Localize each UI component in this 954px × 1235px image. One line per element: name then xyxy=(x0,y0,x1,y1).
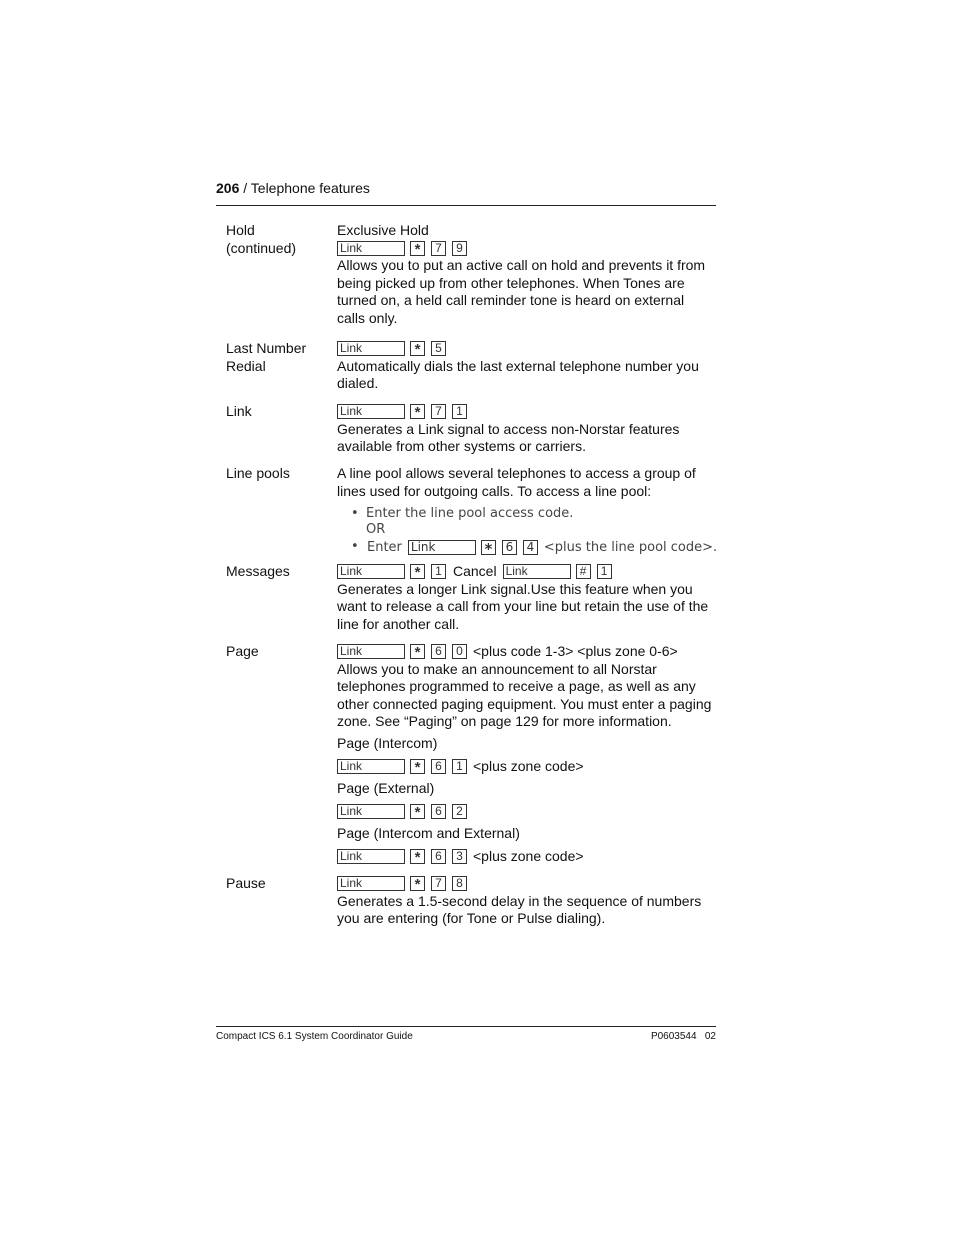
pound-key: # xyxy=(576,564,591,579)
star-key: * xyxy=(410,341,425,356)
digit-key: 4 xyxy=(523,540,538,555)
row-label: Line pools xyxy=(226,465,290,481)
row-label: Messages xyxy=(226,563,290,579)
row-label: Pause xyxy=(226,875,266,891)
bullet-item xyxy=(337,539,718,559)
row-description: Allows you to put an active call on hold and prevents it from being picked up from other telephones. When Tones are turned on, a held call reminder tone is heard on external calls only. xyxy=(337,257,706,326)
link-key: Link xyxy=(408,540,476,555)
star-key: * xyxy=(410,564,425,579)
key-sequence xyxy=(337,563,712,581)
digit-key: 8 xyxy=(452,876,467,891)
row-label: Page xyxy=(226,643,259,659)
footer-rule xyxy=(216,1026,716,1027)
digit-key: 2 xyxy=(452,804,467,819)
bullet-prefix: Enter xyxy=(367,539,402,555)
digit-key: 3 xyxy=(452,849,467,864)
key-sequence xyxy=(337,803,712,821)
digit-key: 1 xyxy=(452,404,467,419)
link-key: Link xyxy=(503,564,571,579)
bullet-suffix: <plus the line pool code>. xyxy=(543,539,718,555)
digit-key: 7 xyxy=(431,876,446,891)
footer-document-number: P0603544 02 xyxy=(650,1031,716,1042)
page-external-label: Page (External) xyxy=(337,779,435,796)
link-key: Link xyxy=(337,404,405,419)
page-number: 206 xyxy=(216,180,240,196)
digit-key: 7 xyxy=(431,404,446,419)
digit-key: 6 xyxy=(431,804,446,819)
link-key: Link xyxy=(337,849,405,864)
page-intercom-label: Page (Intercom) xyxy=(337,734,438,751)
link-key: Link xyxy=(337,804,405,819)
link-key: Link xyxy=(337,241,405,256)
digit-key: 5 xyxy=(431,341,446,356)
row-description: Generates a Link signal to access non-Norstar features available from other systems or carriers. xyxy=(337,420,680,454)
key-suffix: <plus zone code> xyxy=(473,848,584,864)
row-subtitle: Exclusive Hold xyxy=(337,222,429,238)
digit-key: 1 xyxy=(431,564,446,579)
key-suffix: <plus code 1-3> <plus zone 0-6> xyxy=(473,643,678,659)
row-description: A line pool allows several telephones to access a group of lines used for outgoing calls. To access a line pool: xyxy=(337,465,696,499)
row-label: Last Number Redial xyxy=(226,340,307,374)
cancel-text: Cancel xyxy=(453,563,497,579)
digit-key: 6 xyxy=(431,759,446,774)
bullet-list xyxy=(337,506,718,559)
digit-key: 1 xyxy=(452,759,467,774)
row-description: Generates a 1.5-second delay in the sequence of numbers you are entering (for Tone or Pulse dialing). xyxy=(337,892,702,926)
star-key: * xyxy=(481,540,496,555)
key-sequence xyxy=(337,403,712,421)
footer-guide-title: Compact ICS 6.1 System Coordinator Guide xyxy=(216,1031,413,1042)
star-key: * xyxy=(410,404,425,419)
page-both-label: Page (Intercom and External) xyxy=(337,824,520,841)
star-key: * xyxy=(410,759,425,774)
row-label: Link xyxy=(226,403,252,419)
key-sequence xyxy=(337,875,712,893)
star-key: * xyxy=(410,644,425,659)
key-sequence xyxy=(337,758,712,776)
row-description: Allows you to make an announcement to all Norstar telephones programmed to receive a page, as well as any other connected paging equipment. You must enter a paging zone. See “Paging” on page 129 for more information. xyxy=(337,660,712,729)
digit-key: 1 xyxy=(597,564,612,579)
key-sequence xyxy=(337,643,712,661)
section-title: / Telephone features xyxy=(243,180,370,196)
key-suffix: <plus zone code> xyxy=(473,758,584,774)
bullet-text: Enter the line pool access code. xyxy=(366,506,574,521)
row-description: Automatically dials the last external telephone number you dialed. xyxy=(337,357,699,391)
digit-key: 6 xyxy=(431,849,446,864)
bullet-item xyxy=(337,506,712,522)
star-key: * xyxy=(410,876,425,891)
header-rule xyxy=(216,205,716,206)
link-key: Link xyxy=(337,876,405,891)
key-sequence xyxy=(337,340,712,358)
digit-key: 9 xyxy=(452,241,467,256)
digit-key: 7 xyxy=(431,241,446,256)
digit-key: 6 xyxy=(502,540,517,555)
key-sequence xyxy=(337,848,712,866)
star-key: * xyxy=(410,241,425,256)
digit-key: 6 xyxy=(431,644,446,659)
link-key: Link xyxy=(337,644,405,659)
bullet-dot: • xyxy=(351,539,359,554)
bullet-dot: • xyxy=(351,506,359,521)
digit-key: 0 xyxy=(452,644,467,659)
row-description: Generates a longer Link signal.Use this feature when you want to release a call from your line but retain the use of the line for another call. xyxy=(337,580,709,632)
page-header xyxy=(216,180,716,196)
or-text: OR xyxy=(366,522,386,537)
key-sequence xyxy=(366,539,717,557)
star-key: * xyxy=(410,849,425,864)
star-key: * xyxy=(410,804,425,819)
key-sequence xyxy=(337,240,712,258)
link-key: Link xyxy=(337,564,405,579)
link-key: Link xyxy=(337,759,405,774)
link-key: Link xyxy=(337,341,405,356)
row-label: Hold (continued) xyxy=(226,222,297,256)
